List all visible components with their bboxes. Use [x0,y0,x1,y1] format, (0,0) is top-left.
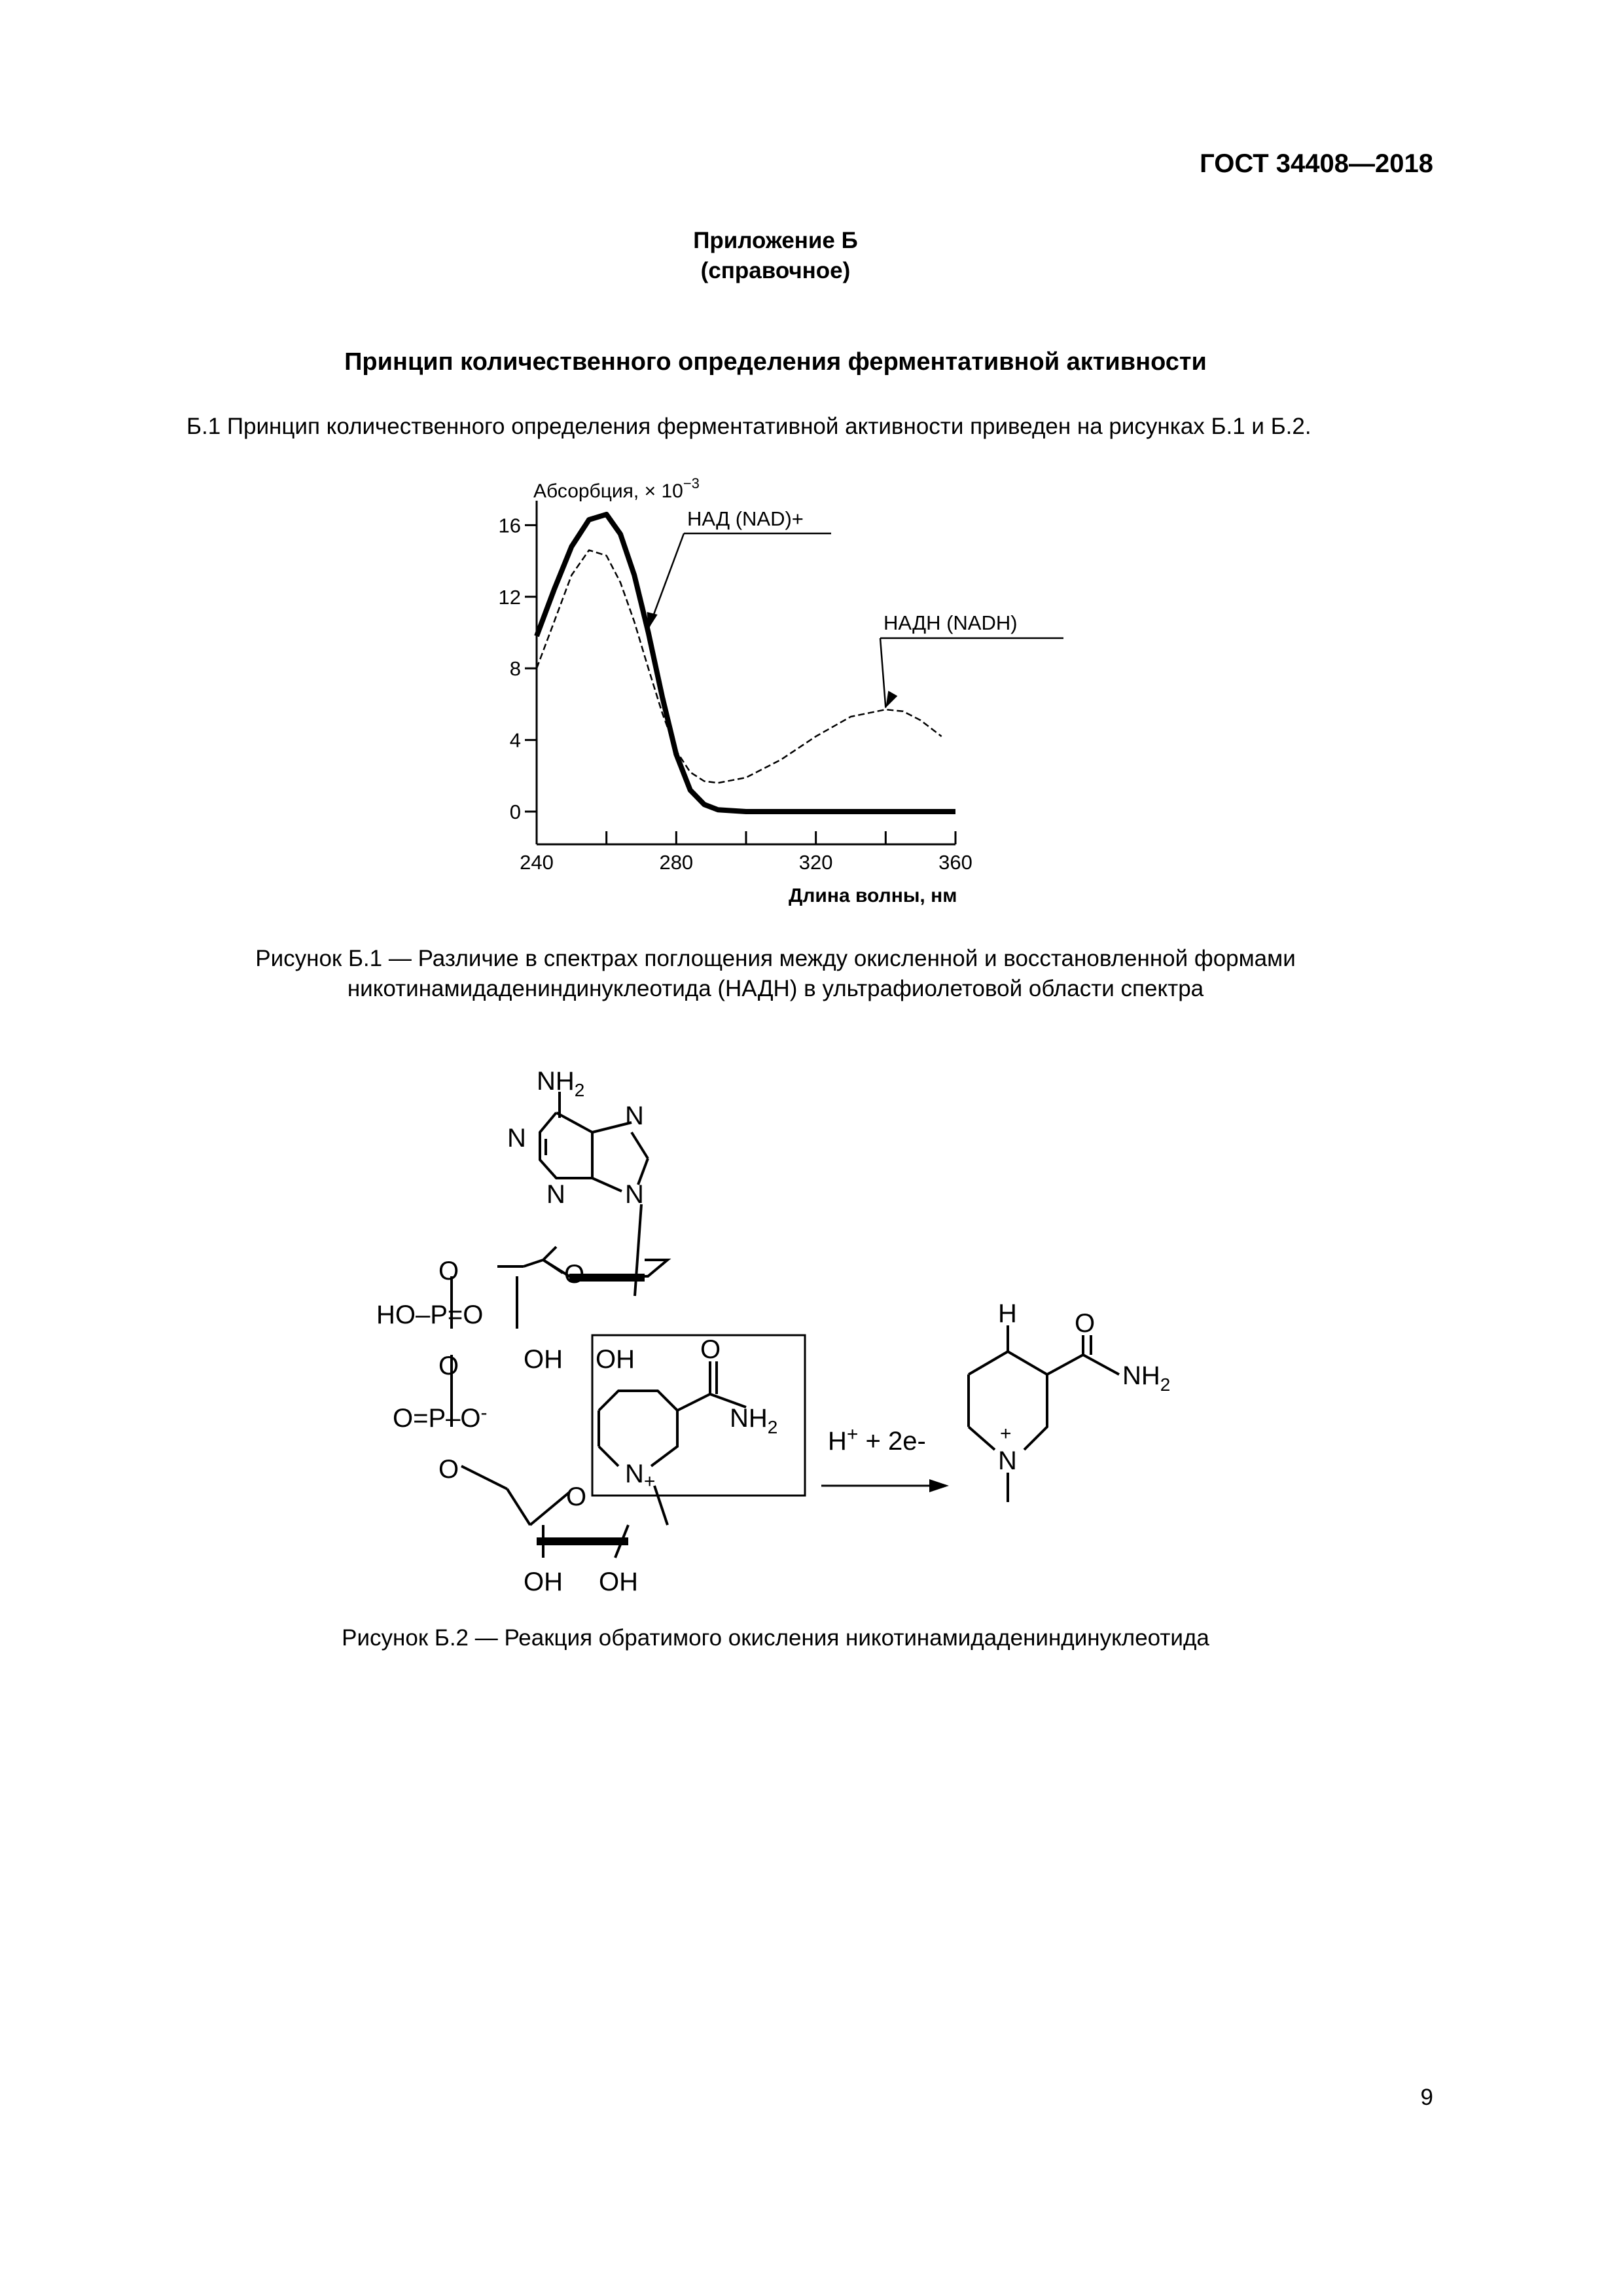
atom-nh2: $NH_2$ [1122,1361,1171,1395]
atom-plus: + [1000,1423,1012,1444]
molecule-atoms [376,1067,1170,1596]
atom-n: N [625,1180,644,1209]
atom-oh: OH [596,1345,635,1374]
arrowhead-nad [647,612,658,629]
atom-oh: OH [599,1568,638,1596]
atom-oh: OH [524,1568,563,1596]
y-axis-label: Абсорбция, × $10^{-3}$ [533,475,700,502]
x-tick-label: 280 [659,851,694,874]
atom-o: O [566,1482,587,1511]
annex-heading [0,226,1551,286]
atom-nh2: $NH_2$ [537,1067,585,1100]
atom-n: N [546,1180,565,1209]
ribose-bold-bonds [537,1278,645,1541]
figure-b1-caption-line1: Рисунок Б.1 — Различие в спектрах поглощения между окисленной и восстановленной формами [255,946,1296,971]
atom-h: H [998,1299,1017,1328]
adenine-six-ring [540,1113,592,1178]
y-tick-label: 12 [498,585,521,609]
x-tick-label: 240 [520,851,554,874]
atom-o: O [438,1455,459,1484]
atom-n: N [998,1446,1017,1475]
y-tick-label: 4 [509,728,521,752]
atom-o-p-o-minus: O=P–O- [393,1402,488,1433]
molecule-bonds [452,1092,1119,1558]
chart-ticks [499,514,972,874]
series-label-nadh: НАДН (NADH) [883,611,1018,634]
annex-title: Приложение Б [693,228,858,253]
x-tick-label: 320 [798,851,833,874]
leader-nadh-arrow [880,638,885,708]
atom-nh2: $NH_2$ [730,1404,778,1437]
atom-o: O [438,1257,459,1285]
atom-n: N [507,1124,526,1153]
atom-o: O [700,1335,721,1364]
paragraph-b1: Б.1 Принцип количественного определения ферментативной активности приведен на рисунках Б.1 и Б.2. [187,414,1311,439]
arrowhead-nadh [885,691,897,708]
atom-n-plus: $N_+$ [625,1460,656,1492]
absorption-spectrum-chart [458,458,1099,916]
atom-ho-p-o: HO–P=O [376,1300,484,1329]
chart-axes [537,501,955,844]
y-tick-label: 8 [509,657,521,681]
reagent-label: H+ + 2e- [828,1424,926,1456]
figure-b1-caption-line2: никотинамидадениндинуклеотида (НАДН) в ультрафиолетовой области спектра [347,976,1204,1001]
annex-subtitle: (справочное) [700,258,851,283]
atom-n: N [625,1102,644,1130]
atom-o: O [1075,1309,1096,1338]
series-line-1 [537,550,942,783]
document-id: ГОСТ 34408—2018 [1200,149,1433,178]
y-tick-label: 16 [498,514,521,537]
reaction-arrowhead [929,1479,949,1492]
section-title: Принцип количественного определения ферментативной активности [344,348,1207,376]
series-line-0 [537,514,955,812]
nicotinamide-ring [599,1391,677,1466]
x-tick-label: 360 [938,851,972,874]
nad-reaction-diagram [353,1041,1217,1617]
page-number: 9 [1420,2085,1433,2110]
figure-b2-caption: Рисунок Б.2 — Реакция обратимого окисления никотинамидадениндинуклеотида [342,1625,1209,1651]
atom-o: O [564,1260,585,1289]
x-axis-label: Длина волны, нм [789,885,957,906]
figure-b1-caption [0,944,1551,1004]
series-label-nad: НАД (NAD)+ [687,507,804,530]
chart-series [537,514,1063,812]
atom-oh: OH [524,1345,563,1374]
y-tick-label: 0 [509,800,521,823]
atom-o: O [438,1352,459,1380]
